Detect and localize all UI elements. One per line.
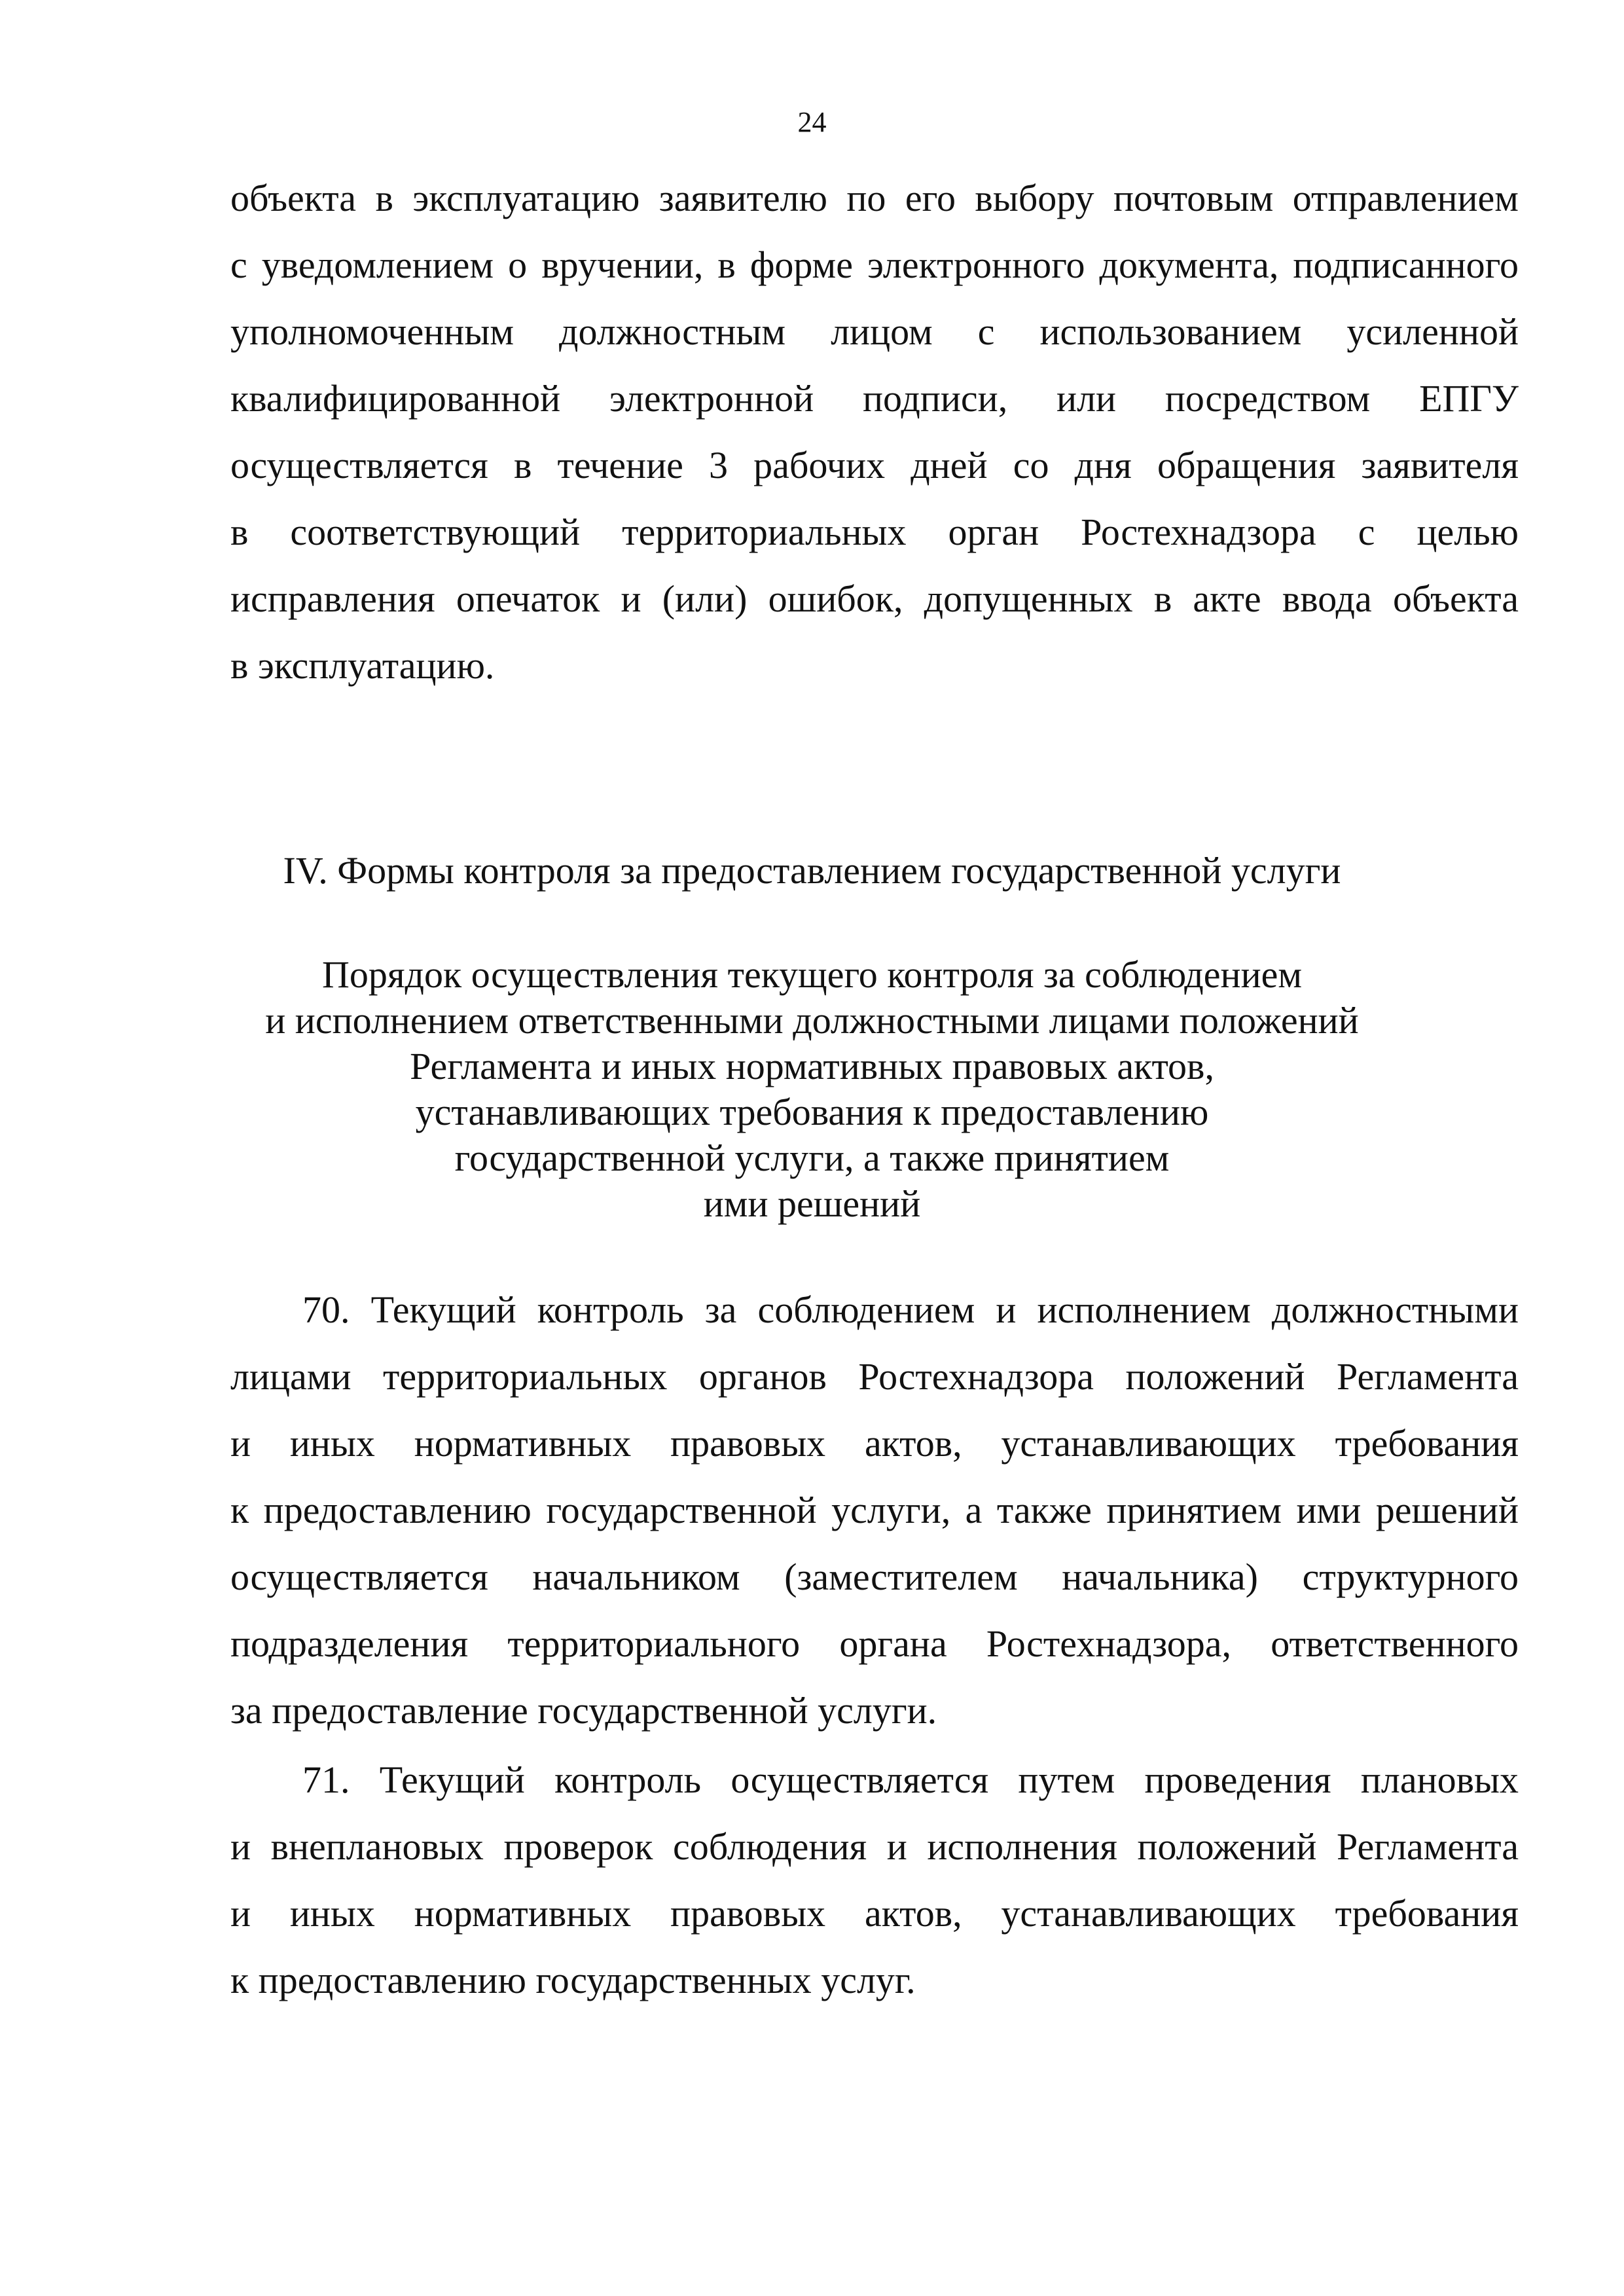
text-line: с уведомлением о вручении, в форме электронного документа, подписанного xyxy=(230,244,1519,286)
text-line: и внеплановых проверок соблюдения и исполнения положений Регламента xyxy=(230,1825,1519,1868)
text-line: подразделения территориального органа Ростехнадзора, ответственного xyxy=(230,1622,1519,1665)
text-line: уполномоченным должностным лицом с использованием усиленной xyxy=(230,310,1519,353)
text-line: и иных нормативных правовых актов, устанавливающих требования xyxy=(230,1422,1519,1465)
section-heading: IV. Формы контроля за предоставлением государственной услуги xyxy=(283,849,1341,892)
heading-line: государственной услуги, а также принятием xyxy=(454,1137,1170,1179)
heading-line: и исполнением ответственными должностными лицами положений xyxy=(265,999,1359,1042)
text-line: 71. Текущий контроль осуществляется путем проведения плановых xyxy=(302,1758,1519,1801)
text-line: к предоставлению государственной услуги, а также принятием ими решений xyxy=(230,1489,1519,1531)
text-line: к предоставлению государственных услуг. xyxy=(230,1959,916,2001)
text-line: в эксплуатацию. xyxy=(230,644,495,687)
text-line: 70. Текущий контроль за соблюдением и исполнением должностными xyxy=(302,1288,1519,1331)
heading-line: Порядок осуществления текущего контроля за соблюдением xyxy=(321,953,1303,996)
text-line: осуществляется начальником (заместителем начальника) структурного xyxy=(230,1556,1519,1598)
subsection-heading xyxy=(0,952,1624,1227)
text-line: и иных нормативных правовых актов, устанавливающих требования xyxy=(230,1892,1519,1935)
text-line: за предоставление государственной услуги. xyxy=(230,1689,937,1732)
text-line: квалифицированной электронной подписи, или посредством ЕПГУ xyxy=(230,377,1519,420)
text-line: осуществляется в течение 3 рабочих дней со дня обращения заявителя xyxy=(230,444,1519,486)
heading-line: устанавливающих требования к предоставлению xyxy=(415,1091,1209,1133)
page-number: 24 xyxy=(797,106,827,138)
text-line: лицами территориальных органов Ростехнадзора положений Регламента xyxy=(230,1355,1519,1398)
heading-line: Регламента и иных нормативных правовых актов, xyxy=(410,1045,1214,1087)
paragraph-continuation xyxy=(230,165,1519,699)
paragraph-71 xyxy=(230,1747,1519,2014)
text-line: исправления опечаток и (или) ошибок, допущенных в акте ввода объекта xyxy=(230,577,1519,620)
paragraph-70 xyxy=(230,1277,1519,1744)
text-line: в соответствующий территориальных орган Ростехнадзора с целью xyxy=(230,511,1519,553)
heading-line: ими решений xyxy=(703,1182,921,1225)
text-line: объекта в эксплуатацию заявителю по его выбору почтовым отправлением xyxy=(230,177,1519,219)
